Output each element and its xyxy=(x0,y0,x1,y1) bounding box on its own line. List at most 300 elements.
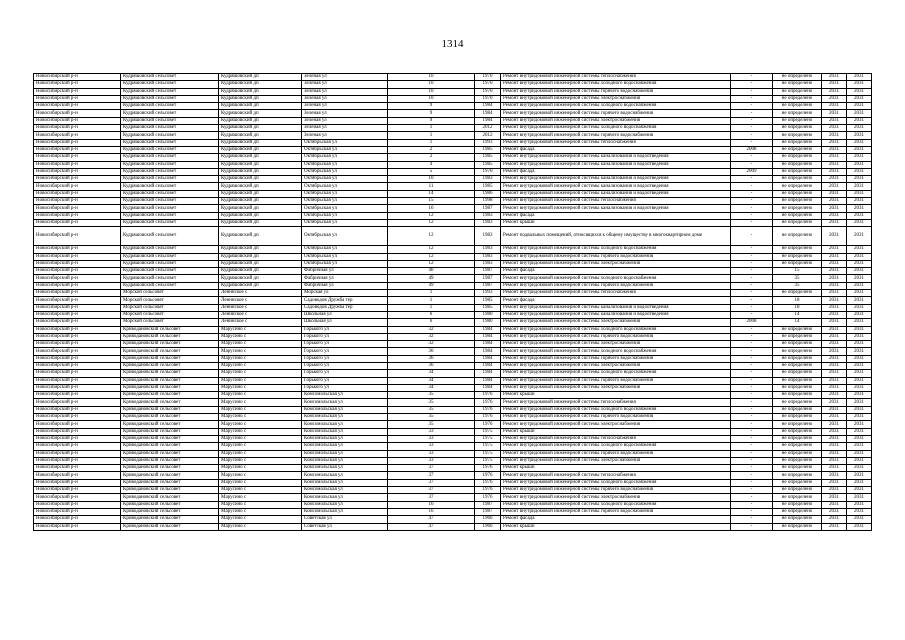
wear-cell: не определено xyxy=(773,183,822,190)
last-repair-year-cell: - xyxy=(731,494,773,501)
wear-cell: не определено xyxy=(773,392,822,399)
district-cell: Новосибирский р-н xyxy=(34,479,121,486)
settlement-cell: Криводановский сельсовет xyxy=(121,450,219,457)
district-cell: Новосибирский р-н xyxy=(34,370,121,377)
locality-cell: Кудряшовский дп xyxy=(219,139,302,146)
settlement-cell: Кудряшовский сельсовет xyxy=(121,282,219,289)
work-type-cell: Ремонт внутридомовой инженерной системы теплоснабжения xyxy=(501,139,731,146)
table-row xyxy=(34,487,872,494)
district-cell: Новосибирский р-н xyxy=(34,154,121,161)
wear-cell: не определено xyxy=(773,421,822,428)
last-repair-year-cell: - xyxy=(731,139,773,146)
work-type-cell: Ремонт фасада xyxy=(501,516,731,523)
plan-start-cell: 2031 xyxy=(822,110,847,117)
plan-start-cell: 2031 xyxy=(822,362,847,369)
wear-cell: не определено xyxy=(773,406,822,413)
street-cell: Зеленая ул xyxy=(302,110,388,117)
plan-start-cell: 2031 xyxy=(822,465,847,472)
street-cell: Школьная ул xyxy=(302,311,388,318)
settlement-cell: Криводановский сельсовет xyxy=(121,479,219,486)
last-repair-year-cell: - xyxy=(731,282,773,289)
house-number-cell: 12 xyxy=(388,212,475,219)
work-type-cell: Ремонт внутридомовой инженерной системы канализования и водоотведения xyxy=(501,190,731,197)
last-repair-year-cell: - xyxy=(731,443,773,450)
settlement-cell: Криводановский сельсовет xyxy=(121,377,219,384)
house-number-cell: 35 xyxy=(388,421,475,428)
work-type-cell: Ремонт внутридомовой инженерной системы канализования и водоотведения xyxy=(501,311,731,318)
last-repair-year-cell: - xyxy=(731,219,773,226)
house-number-cell: 32 xyxy=(388,333,475,340)
street-cell: Горького ул xyxy=(302,355,388,362)
street-cell: Советская ул xyxy=(302,523,388,530)
last-repair-year-cell: - xyxy=(731,377,773,384)
street-cell: Зеленая ул xyxy=(302,103,388,110)
house-number-cell: 47 xyxy=(388,516,475,523)
wear-cell: не определено xyxy=(773,443,822,450)
settlement-cell: Криводановский сельсовет xyxy=(121,501,219,508)
wear-cell: не определено xyxy=(773,253,822,260)
house-number-cell: 9 xyxy=(388,103,475,110)
house-number-cell: 36 xyxy=(388,348,475,355)
table-row xyxy=(34,326,872,333)
locality-cell: Кудряшовский дп xyxy=(219,74,302,81)
locality-cell: Марусино с xyxy=(219,472,302,479)
settlement-cell: Кудряшовский сельсовет xyxy=(121,198,219,205)
work-type-cell: Ремонт внутридомовой инженерной системы горячего водоснабжения xyxy=(501,333,731,340)
street-cell: Морская ул xyxy=(302,290,388,297)
house-number-cell: 32 xyxy=(388,326,475,333)
locality-cell: Марусино с xyxy=(219,333,302,340)
build-year-cell: 1987 xyxy=(475,268,501,275)
build-year-cell: 1975 xyxy=(475,428,501,435)
work-type-cell: Ремонт внутридомовой инженерной системы канализования и водоотведения xyxy=(501,304,731,311)
plan-start-cell: 2031 xyxy=(822,443,847,450)
last-repair-year-cell: - xyxy=(731,290,773,297)
plan-start-cell: 2031 xyxy=(822,190,847,197)
work-type-cell: Ремонт внутридомовой инженерной системы теплоснабжения xyxy=(501,399,731,406)
district-cell: Новосибирский р-н xyxy=(34,523,121,530)
locality-cell: Марусино с xyxy=(219,428,302,435)
settlement-cell: Морской сельсовет xyxy=(121,297,219,304)
locality-cell: Ленинское с xyxy=(219,304,302,311)
street-cell: Горького ул xyxy=(302,333,388,340)
house-number-cell: 9 xyxy=(388,110,475,117)
wear-cell: не определено xyxy=(773,494,822,501)
street-cell: Комсомольская ул xyxy=(302,494,388,501)
plan-start-cell: 2031 xyxy=(822,450,847,457)
street-cell: Горького ул xyxy=(302,341,388,348)
wear-cell: не определено xyxy=(773,212,822,219)
last-repair-year-cell: - xyxy=(731,421,773,428)
table-row xyxy=(34,392,872,399)
settlement-cell: Кудряшовский сельсовет xyxy=(121,125,219,132)
plan-end-cell: 2031 xyxy=(847,282,872,289)
wear-cell: не определено xyxy=(773,457,822,464)
settlement-cell: Морской сельсовет xyxy=(121,311,219,318)
plan-end-cell: 2031 xyxy=(847,479,872,486)
plan-end-cell: 2031 xyxy=(847,370,872,377)
district-cell: Новосибирский р-н xyxy=(34,399,121,406)
plan-end-cell: 2031 xyxy=(847,125,872,132)
district-cell: Новосибирский р-н xyxy=(34,501,121,508)
street-cell: Горького ул xyxy=(302,348,388,355)
locality-cell: Марусино с xyxy=(219,384,302,391)
district-cell: Новосибирский р-н xyxy=(34,421,121,428)
build-year-cell: 1983 xyxy=(475,246,501,253)
wear-cell: не определено xyxy=(773,117,822,124)
plan-end-cell: 2031 xyxy=(847,406,872,413)
plan-start-cell: 2031 xyxy=(822,227,847,246)
work-type-cell: Ремонт внутридомовой инженерной системы электроснабжения xyxy=(501,319,731,326)
plan-start-cell: 2031 xyxy=(822,198,847,205)
work-type-cell: Ремонт крыши xyxy=(501,219,731,226)
district-cell: Новосибирский р-н xyxy=(34,406,121,413)
table-row xyxy=(34,348,872,355)
settlement-cell: Криводановский сельсовет xyxy=(121,443,219,450)
work-type-cell: Ремонт внутридомовой инженерной системы теплоснабжения xyxy=(501,472,731,479)
build-year-cell: 1985 xyxy=(475,146,501,153)
wear-cell: 14 xyxy=(773,319,822,326)
street-cell: Октябрьская ул xyxy=(302,154,388,161)
plan-start-cell: 2031 xyxy=(822,377,847,384)
work-type-cell: Ремонт внутридомовой инженерной системы холодного водоснабжения xyxy=(501,348,731,355)
house-number-cell: 10 xyxy=(388,176,475,183)
wear-cell: не определено xyxy=(773,260,822,267)
locality-cell: Марусино с xyxy=(219,392,302,399)
work-type-cell: Ремонт внутридомовой инженерной системы канализования и водоотведения xyxy=(501,176,731,183)
street-cell: Октябрьская ул xyxy=(302,260,388,267)
plan-start-cell: 2031 xyxy=(822,457,847,464)
work-type-cell: Ремонт внутридомовой инженерной системы холодного водоснабжения xyxy=(501,326,731,333)
house-number-cell: 12 xyxy=(388,253,475,260)
street-cell: Горького ул xyxy=(302,370,388,377)
table-row xyxy=(34,198,872,205)
street-cell: Фабричная ул xyxy=(302,282,388,289)
plan-start-cell: 2031 xyxy=(822,139,847,146)
house-number-cell: 49 xyxy=(388,275,475,282)
house-number-cell: 49 xyxy=(388,282,475,289)
plan-start-cell: 2031 xyxy=(822,348,847,355)
plan-end-cell: 2031 xyxy=(847,399,872,406)
street-cell: Октябрьская ул xyxy=(302,139,388,146)
house-number-cell: 33 xyxy=(388,428,475,435)
plan-end-cell: 2031 xyxy=(847,176,872,183)
locality-cell: Марусино с xyxy=(219,370,302,377)
work-type-cell: Ремонт внутридомовой инженерной системы холодного водоснабжения xyxy=(501,479,731,486)
wear-cell: не определено xyxy=(773,176,822,183)
street-cell: Зеленая ул xyxy=(302,132,388,139)
last-repair-year-cell: - xyxy=(731,275,773,282)
build-year-cell: 1983 xyxy=(475,219,501,226)
last-repair-year-cell: - xyxy=(731,516,773,523)
house-number-cell: 1 xyxy=(388,290,475,297)
work-type-cell: Ремонт внутридомовой инженерной системы теплоснабжения xyxy=(501,74,731,81)
street-cell: Октябрьская ул xyxy=(302,212,388,219)
plan-start-cell: 2031 xyxy=(822,161,847,168)
wear-cell: не определено xyxy=(773,508,822,515)
wear-cell: не определено xyxy=(773,472,822,479)
wear-cell: не определено xyxy=(773,479,822,486)
street-cell: Октябрьская ул xyxy=(302,183,388,190)
district-cell: Новосибирский р-н xyxy=(34,146,121,153)
plan-start-cell: 2031 xyxy=(822,205,847,212)
house-number-cell: 37 xyxy=(388,479,475,486)
plan-start-cell: 2031 xyxy=(822,268,847,275)
street-cell: Горького ул xyxy=(302,326,388,333)
settlement-cell: Криводановский сельсовет xyxy=(121,399,219,406)
street-cell: Октябрьская ул xyxy=(302,198,388,205)
district-cell: Новосибирский р-н xyxy=(34,297,121,304)
street-cell: Октябрьская ул xyxy=(302,161,388,168)
plan-start-cell: 2031 xyxy=(822,282,847,289)
table-row xyxy=(34,406,872,413)
house-number-cell: 34 xyxy=(388,384,475,391)
plan-end-cell: 2031 xyxy=(847,290,872,297)
district-cell: Новосибирский р-н xyxy=(34,435,121,442)
table-row xyxy=(34,190,872,197)
plan-end-cell: 2031 xyxy=(847,428,872,435)
plan-end-cell: 2031 xyxy=(847,472,872,479)
build-year-cell: 1976 xyxy=(475,465,501,472)
last-repair-year-cell: - xyxy=(731,384,773,391)
house-number-cell: 34 xyxy=(388,370,475,377)
wear-cell: не определено xyxy=(773,161,822,168)
street-cell: Комсомольская ул xyxy=(302,406,388,413)
last-repair-year-cell: - xyxy=(731,253,773,260)
district-cell: Новосибирский р-н xyxy=(34,205,121,212)
work-type-cell: Ремонт внутридомовой инженерной системы теплоснабжения xyxy=(501,290,731,297)
house-number-cell: 32 xyxy=(388,341,475,348)
table-row xyxy=(34,304,872,311)
locality-cell: Кудряшовский дп xyxy=(219,125,302,132)
table-row xyxy=(34,457,872,464)
last-repair-year-cell: - xyxy=(731,414,773,421)
locality-cell: Марусино с xyxy=(219,435,302,442)
locality-cell: Кудряшовский дп xyxy=(219,168,302,175)
plan-end-cell: 2031 xyxy=(847,183,872,190)
wear-cell: не определено xyxy=(773,74,822,81)
district-cell: Новосибирский р-н xyxy=(34,341,121,348)
plan-start-cell: 2031 xyxy=(822,219,847,226)
page-number: 1314 xyxy=(441,38,464,50)
settlement-cell: Криводановский сельсовет xyxy=(121,494,219,501)
house-number-cell: 35 xyxy=(388,392,475,399)
locality-cell: Ленинское с xyxy=(219,311,302,318)
build-year-cell: 1985 xyxy=(475,183,501,190)
work-type-cell: Ремонт внутридомовой инженерной системы горячего водоснабжения xyxy=(501,110,731,117)
settlement-cell: Кудряшовский сельсовет xyxy=(121,146,219,153)
last-repair-year-cell: - xyxy=(731,479,773,486)
build-year-cell: 1970 xyxy=(475,168,501,175)
build-year-cell: 1984 xyxy=(475,117,501,124)
street-cell: Октябрьская ул xyxy=(302,146,388,153)
plan-start-cell: 2031 xyxy=(822,168,847,175)
wear-cell: не определено xyxy=(773,333,822,340)
locality-cell: Кудряшовский дп xyxy=(219,176,302,183)
street-cell: Комсомольская ул xyxy=(302,465,388,472)
plan-start-cell: 2031 xyxy=(822,435,847,442)
last-repair-year-cell: - xyxy=(731,246,773,253)
house-number-cell: 34 xyxy=(388,377,475,384)
wear-cell: не определено xyxy=(773,125,822,132)
work-type-cell: Ремонт внутридомовой инженерной системы горячего водоснабжения xyxy=(501,487,731,494)
last-repair-year-cell: - xyxy=(731,81,773,88)
locality-cell: Ленинское с xyxy=(219,290,302,297)
district-cell: Новосибирский р-н xyxy=(34,472,121,479)
street-cell: Октябрьская ул xyxy=(302,246,388,253)
locality-cell: Кудряшовский дп xyxy=(219,205,302,212)
table-row xyxy=(34,212,872,219)
build-year-cell: 1984 xyxy=(475,355,501,362)
plan-end-cell: 2031 xyxy=(847,110,872,117)
wear-cell: не определено xyxy=(773,399,822,406)
locality-cell: Кудряшовский дп xyxy=(219,88,302,95)
last-repair-year-cell: - xyxy=(731,370,773,377)
district-cell: Новосибирский р-н xyxy=(34,384,121,391)
settlement-cell: Кудряшовский сельсовет xyxy=(121,88,219,95)
house-number-cell: 1 xyxy=(388,125,475,132)
street-cell: Октябрьская ул xyxy=(302,205,388,212)
locality-cell: Марусино с xyxy=(219,406,302,413)
wear-cell: не определено xyxy=(773,341,822,348)
street-cell: Комсомольская ул xyxy=(302,428,388,435)
district-cell: Новосибирский р-н xyxy=(34,88,121,95)
build-year-cell: 1976 xyxy=(475,414,501,421)
district-cell: Новосибирский р-н xyxy=(34,212,121,219)
house-number-cell: 33 xyxy=(388,435,475,442)
last-repair-year-cell: 2008 xyxy=(731,146,773,153)
house-number-cell: 1 xyxy=(388,297,475,304)
plan-end-cell: 2031 xyxy=(847,103,872,110)
house-number-cell: 37 xyxy=(388,494,475,501)
street-cell: Октябрьская ул xyxy=(302,176,388,183)
plan-start-cell: 2031 xyxy=(822,319,847,326)
table-row xyxy=(34,161,872,168)
build-year-cell: 1984 xyxy=(475,333,501,340)
table-row xyxy=(34,125,872,132)
settlement-cell: Криводановский сельсовет xyxy=(121,384,219,391)
build-year-cell: 1987 xyxy=(475,508,501,515)
settlement-cell: Криводановский сельсовет xyxy=(121,355,219,362)
house-number-cell: 1 xyxy=(388,132,475,139)
work-type-cell: Ремонт внутридомовой инженерной системы горячего водоснабжения xyxy=(501,377,731,384)
work-type-cell: Ремонт внутридомовой инженерной системы горячего водоснабжения xyxy=(501,508,731,515)
repair-schedule-table xyxy=(33,73,872,531)
work-type-cell: Ремонт внутридомовой инженерной системы электроснабжения xyxy=(501,260,731,267)
work-type-cell: Ремонт внутридомовой инженерной системы холодного водоснабжения xyxy=(501,443,731,450)
build-year-cell: 1993 xyxy=(475,290,501,297)
district-cell: Новосибирский р-н xyxy=(34,125,121,132)
work-type-cell: Ремонт внутридомовой инженерной системы электроснабжения xyxy=(501,95,731,102)
settlement-cell: Морской сельсовет xyxy=(121,290,219,297)
locality-cell: Кудряшовский дп xyxy=(219,161,302,168)
street-cell: Зеленая ул xyxy=(302,125,388,132)
last-repair-year-cell: - xyxy=(731,355,773,362)
table-row xyxy=(34,297,872,304)
locality-cell: Марусино с xyxy=(219,341,302,348)
settlement-cell: Кудряшовский сельсовет xyxy=(121,227,219,246)
table-row xyxy=(34,370,872,377)
table-row xyxy=(34,516,872,523)
last-repair-year-cell: - xyxy=(731,333,773,340)
street-cell: Фабричная ул xyxy=(302,275,388,282)
street-cell: Комсомольская ул xyxy=(302,472,388,479)
locality-cell: Марусино с xyxy=(219,516,302,523)
last-repair-year-cell: - xyxy=(731,103,773,110)
table-row xyxy=(34,319,872,326)
settlement-cell: Кудряшовский сельсовет xyxy=(121,81,219,88)
district-cell: Новосибирский р-н xyxy=(34,176,121,183)
build-year-cell: 1975 xyxy=(475,457,501,464)
locality-cell: Марусино с xyxy=(219,487,302,494)
wear-cell: не определено xyxy=(773,362,822,369)
wear-cell: 14 xyxy=(773,311,822,318)
build-year-cell: 1976 xyxy=(475,494,501,501)
plan-start-cell: 2031 xyxy=(822,406,847,413)
table-row xyxy=(34,110,872,117)
last-repair-year-cell: - xyxy=(731,183,773,190)
work-type-cell: Ремонт внутридомовой инженерной системы канализования и водоотведения xyxy=(501,183,731,190)
last-repair-year-cell: - xyxy=(731,428,773,435)
last-repair-year-cell: 2009 xyxy=(731,168,773,175)
locality-cell: Кудряшовский дп xyxy=(219,183,302,190)
district-cell: Новосибирский р-н xyxy=(34,227,121,246)
locality-cell: Кудряшовский дп xyxy=(219,190,302,197)
plan-start-cell: 2031 xyxy=(822,487,847,494)
settlement-cell: Криводановский сельсовет xyxy=(121,326,219,333)
build-year-cell: 1984 xyxy=(475,384,501,391)
locality-cell: Кудряшовский дп xyxy=(219,146,302,153)
plan-end-cell: 2031 xyxy=(847,117,872,124)
plan-end-cell: 2031 xyxy=(847,311,872,318)
wear-cell: не определено xyxy=(773,168,822,175)
district-cell: Новосибирский р-н xyxy=(34,246,121,253)
settlement-cell: Криводановский сельсовет xyxy=(121,370,219,377)
street-cell: Комсомольская ул xyxy=(302,479,388,486)
house-number-cell: 9 xyxy=(388,117,475,124)
settlement-cell: Криводановский сельсовет xyxy=(121,406,219,413)
district-cell: Новосибирский р-н xyxy=(34,161,121,168)
wear-cell: не определено xyxy=(773,487,822,494)
table-row xyxy=(34,74,872,81)
district-cell: Новосибирский р-н xyxy=(34,450,121,457)
settlement-cell: Криводановский сельсовет xyxy=(121,465,219,472)
table-row xyxy=(34,176,872,183)
locality-cell: Кудряшовский дп xyxy=(219,212,302,219)
plan-end-cell: 2031 xyxy=(847,212,872,219)
district-cell: Новосибирский р-н xyxy=(34,465,121,472)
work-type-cell: Ремонт внутридомовой инженерной системы холодного водоснабжения xyxy=(501,246,731,253)
settlement-cell: Кудряшовский сельсовет xyxy=(121,246,219,253)
last-repair-year-cell: - xyxy=(731,198,773,205)
table-row xyxy=(34,428,872,435)
district-cell: Новосибирский р-н xyxy=(34,253,121,260)
build-year-cell: 1984 xyxy=(475,348,501,355)
table-row xyxy=(34,479,872,486)
plan-start-cell: 2031 xyxy=(822,132,847,139)
settlement-cell: Криводановский сельсовет xyxy=(121,348,219,355)
plan-start-cell: 2031 xyxy=(822,260,847,267)
locality-cell: Марусино с xyxy=(219,362,302,369)
build-year-cell: 1998 xyxy=(475,198,501,205)
house-number-cell: 14 xyxy=(388,190,475,197)
plan-start-cell: 2031 xyxy=(822,421,847,428)
build-year-cell: 1987 xyxy=(475,205,501,212)
build-year-cell: 1970 xyxy=(475,95,501,102)
settlement-cell: Морской сельсовет xyxy=(121,319,219,326)
plan-end-cell: 2031 xyxy=(847,443,872,450)
table-row xyxy=(34,253,872,260)
